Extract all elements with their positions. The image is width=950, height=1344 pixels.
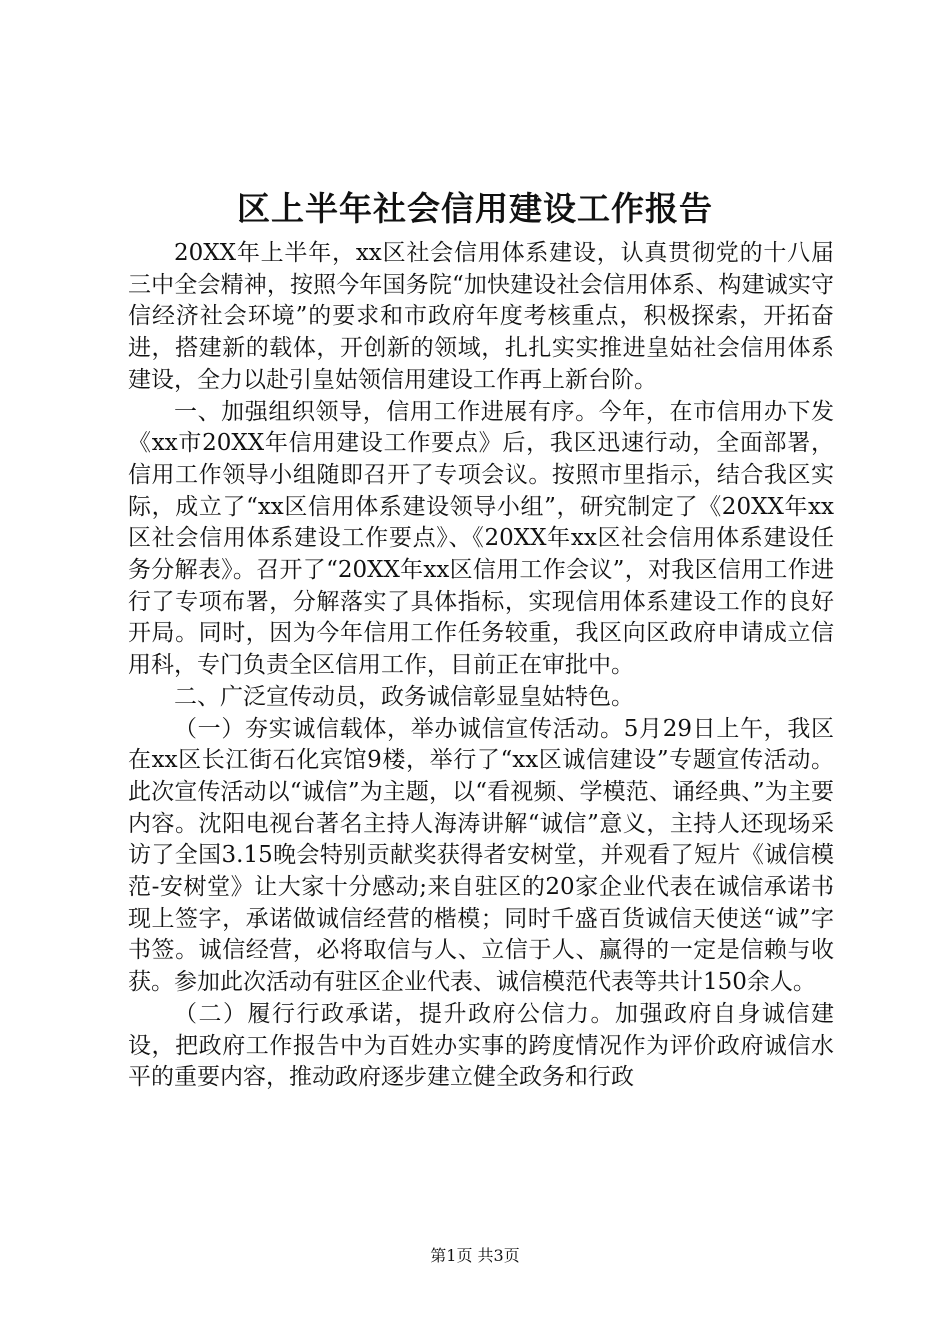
page-number-footer: 第1页 共3页 <box>430 1246 520 1265</box>
document-title: 区上半年社会信用建设工作报告 <box>237 189 713 228</box>
document-body <box>128 238 834 1094</box>
paragraph-subsection-2-1: （一）夯实诚信载体，举办诚信宣传活动。5月29日上午，我区在xx区长江街石化宾馆9楼，举行了“xx区诚信建设”专题宣传活动。此次宣传活动以“诚信”为主题，以“看视频、学模范、诵经典、”为主要内容。沈阳电视台著名主持人海涛讲解“诚信”意义，主持人还现场采访了全国3.15晚会特别贡献奖获得者安树堂，并观看了短片《诚信模范-安树堂》让大家十分感动;来自驻区的20家企业代表在诚信承诺书现上签字，承诺做诚信经营的楷模；同时千盛百货诚信天使送“诚”字书签。诚信经营，必将取信与人、立信于人、赢得的一定是信赖与收获。参加此次活动有驻区企业代表、诚信模范代表等共计150余人。 <box>128 715 834 996</box>
paragraph-intro: 20XX年上半年，xx区社会信用体系建设，认真贯彻党的十八届三中全会精神，按照今年国务院“加快建设社会信用体系、构建诚实守信经济社会环境”的要求和市政府年度考核重点，积极探索，开拓奋进，搭建新的载体，开创新的领域，扎扎实实推进皇姑社会信用体系建设，全力以赴引皇姑领信用建设工作再上新台阶。 <box>128 240 834 393</box>
paragraph-section-1: 一、加强组织领导，信用工作进展有序。今年，在市信用办下发《xx市20XX年信用建设工作要点》后，我区迅速行动，全面部署，信用工作领导小组随即召开了专项会议。按照市里指示，结合我区实际，成立了“xx区信用体系建设领导小组”，研究制定了《20XX年xx区社会信用体系建设工作要点》、《20XX年xx区社会信用体系建设任务分解表》。召开了“20XX年xx区信用工作会议”，对我区信用工作进行了专项布署，分解落实了具体指标，实现信用体系建设工作的良好开局。同时，因为今年信用工作任务较重，我区向区政府申请成立信用科，专门负责全区信用工作，目前正在审批中。 <box>128 398 834 679</box>
paragraph-subsection-2-2: （二）履行行政承诺，提升政府公信力。加强政府自身诚信建设，把政府工作报告中为百姓办实事的跨度情况作为评价政府诚信水平的重要内容，推动政府逐步建立健全政务和行政 <box>128 1000 834 1091</box>
paragraph-section-2-heading: 二、广泛宣传动员，政务诚信彰显皇姑特色。 <box>174 683 634 710</box>
